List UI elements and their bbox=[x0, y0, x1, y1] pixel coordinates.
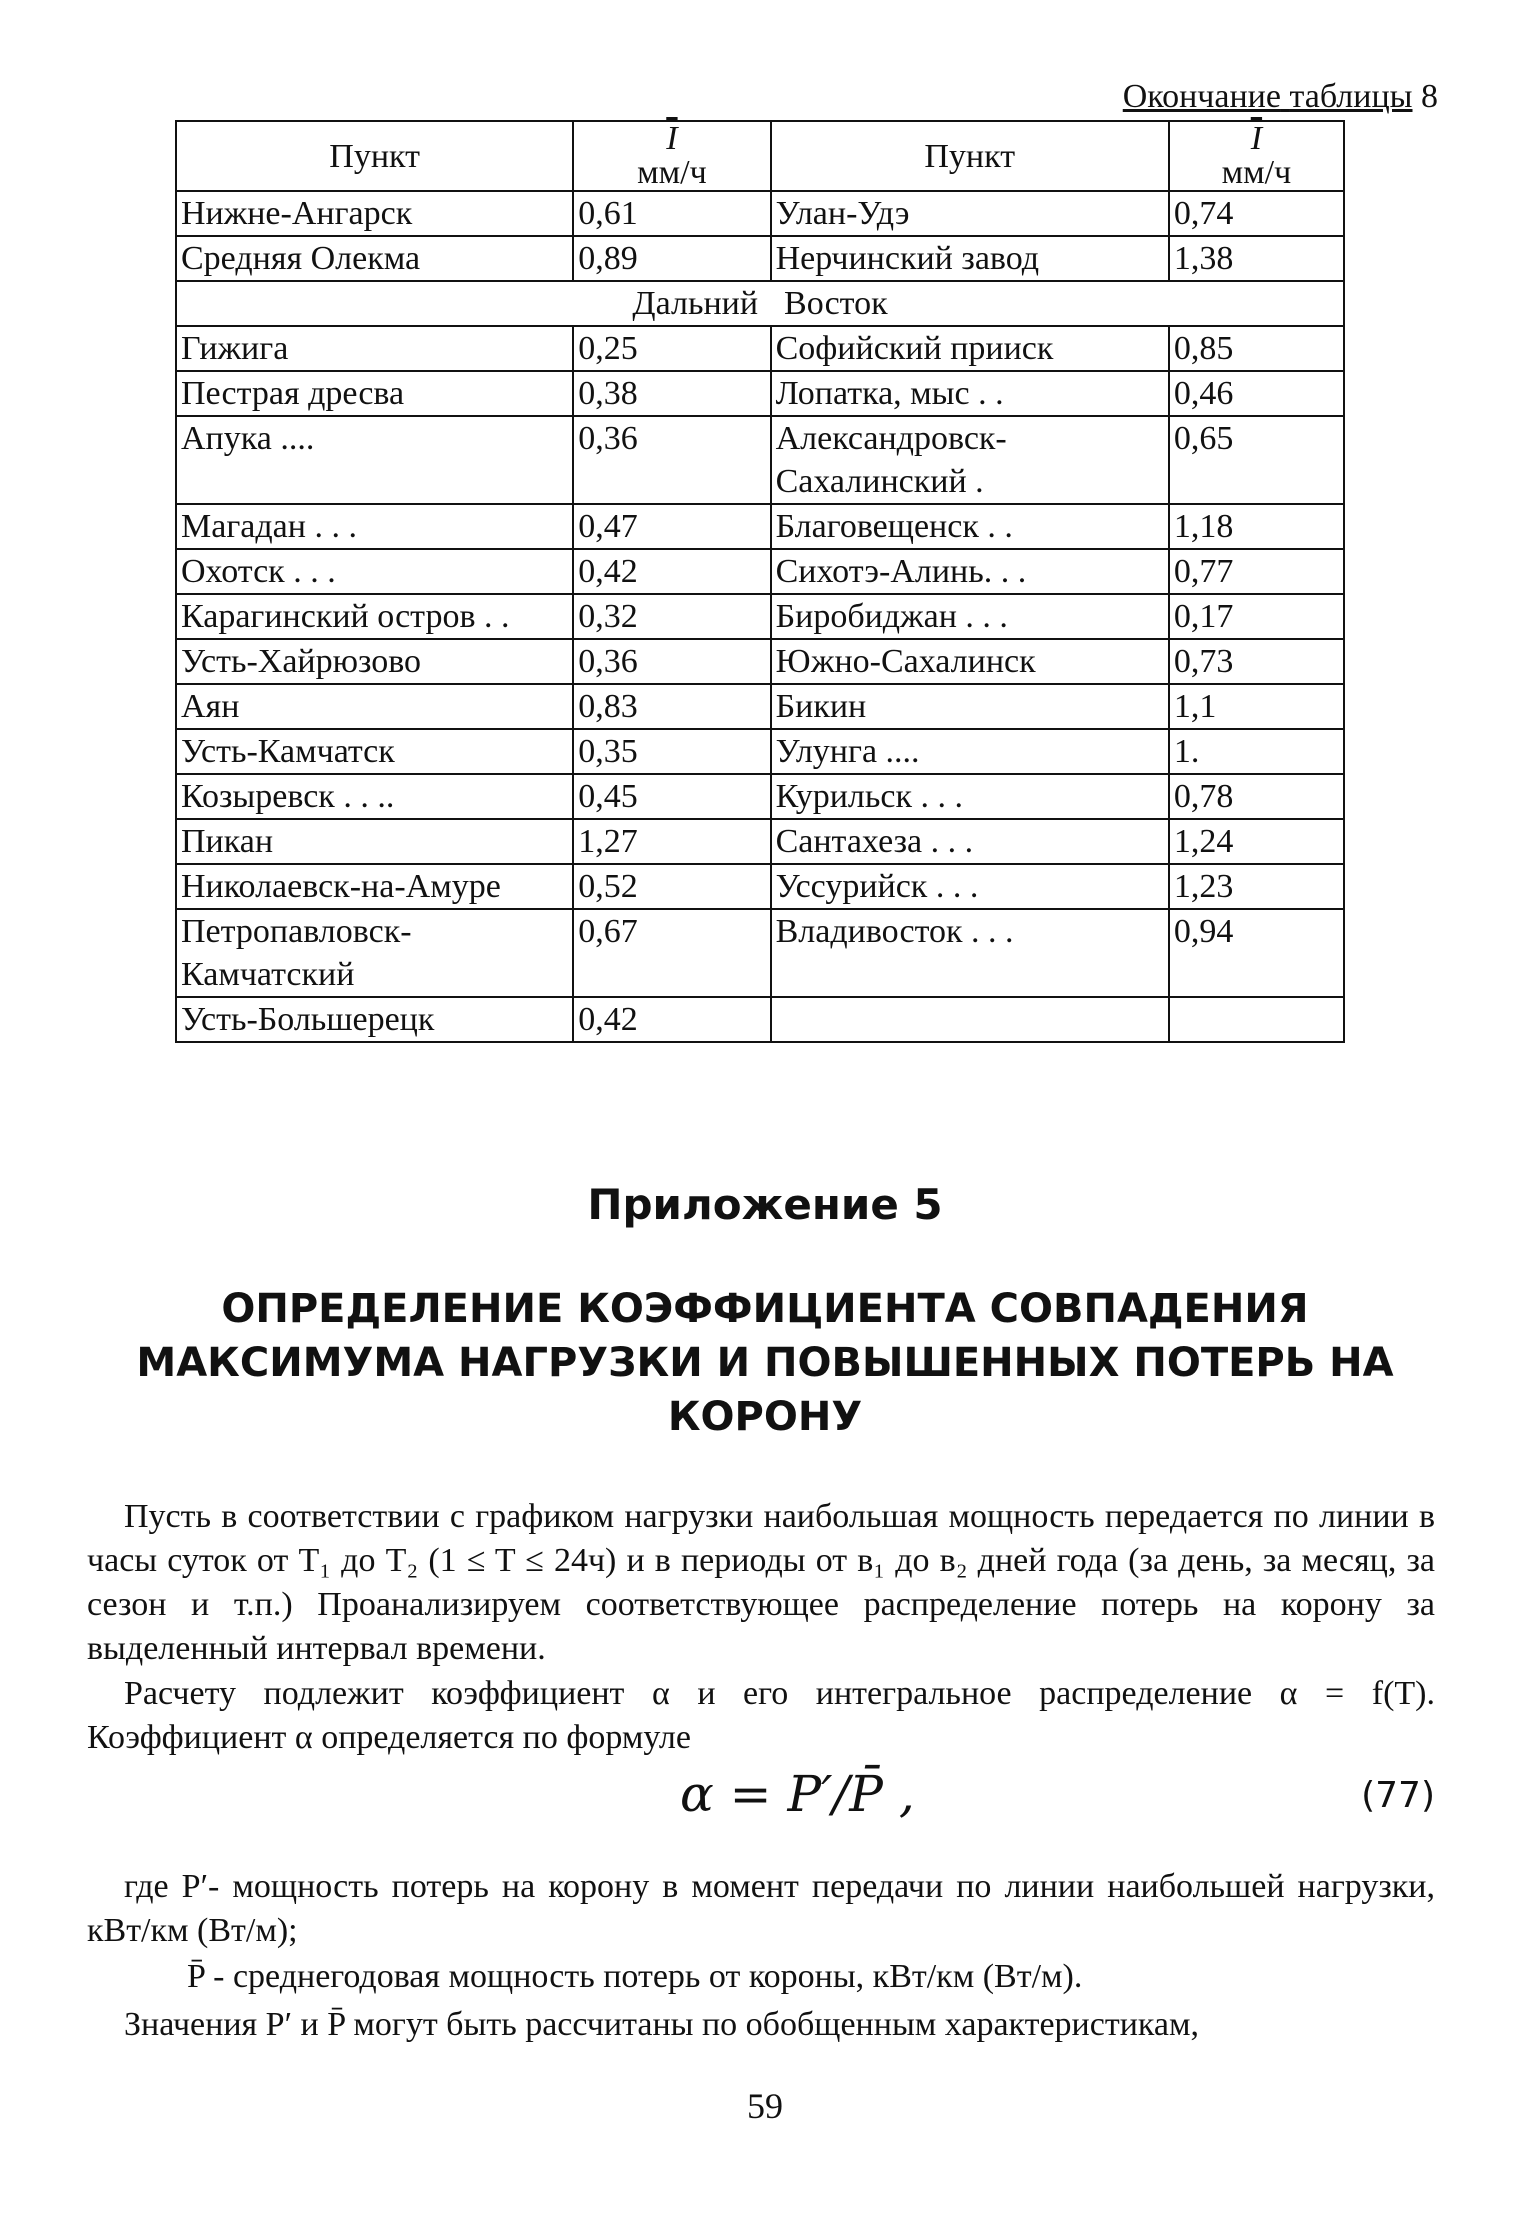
header-point-1: Пункт bbox=[176, 121, 573, 191]
cell-point-right: Улан-Удэ bbox=[771, 191, 1169, 236]
header-value-unit: мм/ч bbox=[637, 154, 707, 191]
header-value-unit: мм/ч bbox=[1221, 154, 1292, 191]
table-row bbox=[176, 819, 1344, 864]
cell-value-left: 0,83 bbox=[573, 684, 770, 729]
paragraph-1: Пусть в соответствии с графиком нагрузки наибольшая мощность передается по линии в часы суток от T₁ до T₂ (1 ≤ T ≤ 24ч) и в периоды от в₁ до в₂ дней года (за день, за месяц, за сезон и т.п.) Проанализируем соответствующее распределение потерь на корону за выделенный интервал времени. bbox=[87, 1498, 1435, 1667]
cell-point-right: Курильск . . . bbox=[771, 774, 1169, 819]
cell-point-left: Охотск . . . bbox=[176, 549, 573, 594]
cell-point-right: Биробиджан . . . bbox=[771, 594, 1169, 639]
cell-value-right: 0,74 bbox=[1169, 191, 1344, 236]
cell-point-right: Улунга .... bbox=[771, 729, 1169, 774]
cell-value-left: 0,25 bbox=[573, 326, 770, 371]
cell-value-right: 1,1 bbox=[1169, 684, 1344, 729]
header-value-2 bbox=[1169, 121, 1344, 191]
caption-word-table: таблицы bbox=[1289, 78, 1413, 115]
cell-point-right: Уссурийск . . . bbox=[771, 864, 1169, 909]
cell-point-right: Нерчинский завод bbox=[771, 236, 1169, 281]
cell-value-right: 0,85 bbox=[1169, 326, 1344, 371]
cell-point-right: Владивосток . . . bbox=[771, 909, 1169, 997]
cell-point-right: Бикин bbox=[771, 684, 1169, 729]
cell-point-right: Сантахеза . . . bbox=[771, 819, 1169, 864]
table-row bbox=[176, 909, 1344, 997]
header-value-symbol: $\overline{I}$ bbox=[1250, 120, 1263, 157]
cell-value-left: 0,42 bbox=[573, 997, 770, 1042]
cell-point-left: Нижне-Ангарск bbox=[176, 191, 573, 236]
table-row bbox=[176, 729, 1344, 774]
cell-point-left: Усть-Большерецк bbox=[176, 997, 573, 1042]
cell-value-right: 1,18 bbox=[1169, 504, 1344, 549]
caption-word-end: Окончание bbox=[1122, 78, 1281, 115]
table-row bbox=[176, 504, 1344, 549]
cell-value-left: 0,32 bbox=[573, 594, 770, 639]
cell-point-right: Софийский прииск bbox=[771, 326, 1169, 371]
paragraph-5: Значения P′ и P̄ могут быть рассчитаны по обобщенным характеристикам, bbox=[124, 2006, 1200, 2043]
cell-point-left: Пестрая дресва bbox=[176, 371, 573, 416]
cell-point-right: Александровск-Сахалинский . bbox=[771, 416, 1169, 504]
cell-point-right: Южно-Сахалинск bbox=[771, 639, 1169, 684]
cell-point-left: Пикан bbox=[176, 819, 573, 864]
table-row bbox=[176, 191, 1344, 236]
cell-value-right: 1. bbox=[1169, 729, 1344, 774]
table-row bbox=[176, 371, 1344, 416]
table-row bbox=[176, 639, 1344, 684]
appendix-title: Приложение 5 bbox=[587, 1180, 943, 1229]
cell-point-left: Петропавловск-Камчатский bbox=[176, 909, 573, 997]
paragraph-3: где P′- мощность потерь на корону в момент передачи по линии наибольшей нагрузки, кВт/км (Вт/м); bbox=[87, 1868, 1435, 1949]
header-point-2: Пункт bbox=[771, 121, 1169, 191]
cell-value-left: 0,38 bbox=[573, 371, 770, 416]
cell-point-left: Средняя Олекма bbox=[176, 236, 573, 281]
cell-value-right: 1,24 bbox=[1169, 819, 1344, 864]
header-value-1 bbox=[573, 121, 770, 191]
cell-value-right: 0,78 bbox=[1169, 774, 1344, 819]
paragraph-4: P̄ - среднегодовая мощность потерь от короны, кВт/км (Вт/м). bbox=[187, 1958, 1083, 1995]
page-number: 59 bbox=[747, 2086, 783, 2126]
cell-point-left: Усть-Хайрюзово bbox=[176, 639, 573, 684]
header-value-symbol: $\overline{I}$ bbox=[666, 120, 678, 157]
cell-point-left: Гижига bbox=[176, 326, 573, 371]
data-table bbox=[175, 120, 1345, 1043]
cell-value-left: 0,47 bbox=[573, 504, 770, 549]
cell-value-right: 0,77 bbox=[1169, 549, 1344, 594]
cell-point-left: Усть-Камчатск bbox=[176, 729, 573, 774]
region-label bbox=[176, 281, 1344, 326]
cell-value-right: 0,17 bbox=[1169, 594, 1344, 639]
table-row bbox=[176, 236, 1344, 281]
cell-point-right: Сихотэ-Алинь. . . bbox=[771, 549, 1169, 594]
region-word-1: Дальний bbox=[632, 285, 759, 322]
region-word-2: Восток bbox=[784, 285, 888, 322]
cell-value-left: 1,27 bbox=[573, 819, 770, 864]
formula: α = P′/P̄ , bbox=[680, 1765, 915, 1823]
cell-value-left: 0,67 bbox=[573, 909, 770, 997]
table-row bbox=[176, 549, 1344, 594]
cell-value-left: 0,61 bbox=[573, 191, 770, 236]
cell-value-left: 0,36 bbox=[573, 639, 770, 684]
table-row bbox=[176, 594, 1344, 639]
cell-point-left: Карагинский остров . . bbox=[176, 594, 573, 639]
cell-point-left: Апука .... bbox=[176, 416, 573, 504]
cell-value-right: 0,65 bbox=[1169, 416, 1344, 504]
cell-value-left: 0,35 bbox=[573, 729, 770, 774]
cell-value-left: 0,36 bbox=[573, 416, 770, 504]
cell-value-left: 0,89 bbox=[573, 236, 770, 281]
region-row bbox=[176, 281, 1344, 326]
cell-point-left: Козыревск . . .. bbox=[176, 774, 573, 819]
cell-point-left: Николаевск-на-Амуре bbox=[176, 864, 573, 909]
cell-point-left: Магадан . . . bbox=[176, 504, 573, 549]
cell-value-right: 1,38 bbox=[1169, 236, 1344, 281]
cell-value-right: 0,94 bbox=[1169, 909, 1344, 997]
table-row bbox=[176, 774, 1344, 819]
cell-value-right bbox=[1169, 997, 1344, 1042]
table-row bbox=[176, 864, 1344, 909]
cell-value-right: 1,23 bbox=[1169, 864, 1344, 909]
table-caption bbox=[1123, 78, 1438, 116]
paragraph-2: Расчету подлежит коэффициент α и его интегральное распределение α = f(T). Коэффициент α определяется по формуле bbox=[87, 1675, 1435, 1756]
section-heading: ОПРЕДЕЛЕНИЕ КОЭФФИЦИЕНТА СОВПАДЕНИЯ МАКСИМУМА НАГРУЗКИ И ПОВЫШЕННЫХ ПОТЕРЬ НА КОРОНУ bbox=[136, 1286, 1394, 1440]
cell-value-left: 0,52 bbox=[573, 864, 770, 909]
formula-number: (77) bbox=[1361, 1775, 1435, 1816]
cell-value-right: 0,73 bbox=[1169, 639, 1344, 684]
table-row bbox=[176, 326, 1344, 371]
cell-value-left: 0,45 bbox=[573, 774, 770, 819]
cell-point-right: Благовещенск . . bbox=[771, 504, 1169, 549]
cell-value-right: 0,46 bbox=[1169, 371, 1344, 416]
caption-table-number: 8 bbox=[1421, 78, 1438, 115]
cell-point-right: Лопатка, мыс . . bbox=[771, 371, 1169, 416]
cell-point-right bbox=[771, 997, 1169, 1042]
table-header-row bbox=[176, 121, 1344, 191]
cell-value-left: 0,42 bbox=[573, 549, 770, 594]
table-row bbox=[176, 416, 1344, 504]
cell-point-left: Аян bbox=[176, 684, 573, 729]
table-row bbox=[176, 997, 1344, 1042]
table-row bbox=[176, 684, 1344, 729]
